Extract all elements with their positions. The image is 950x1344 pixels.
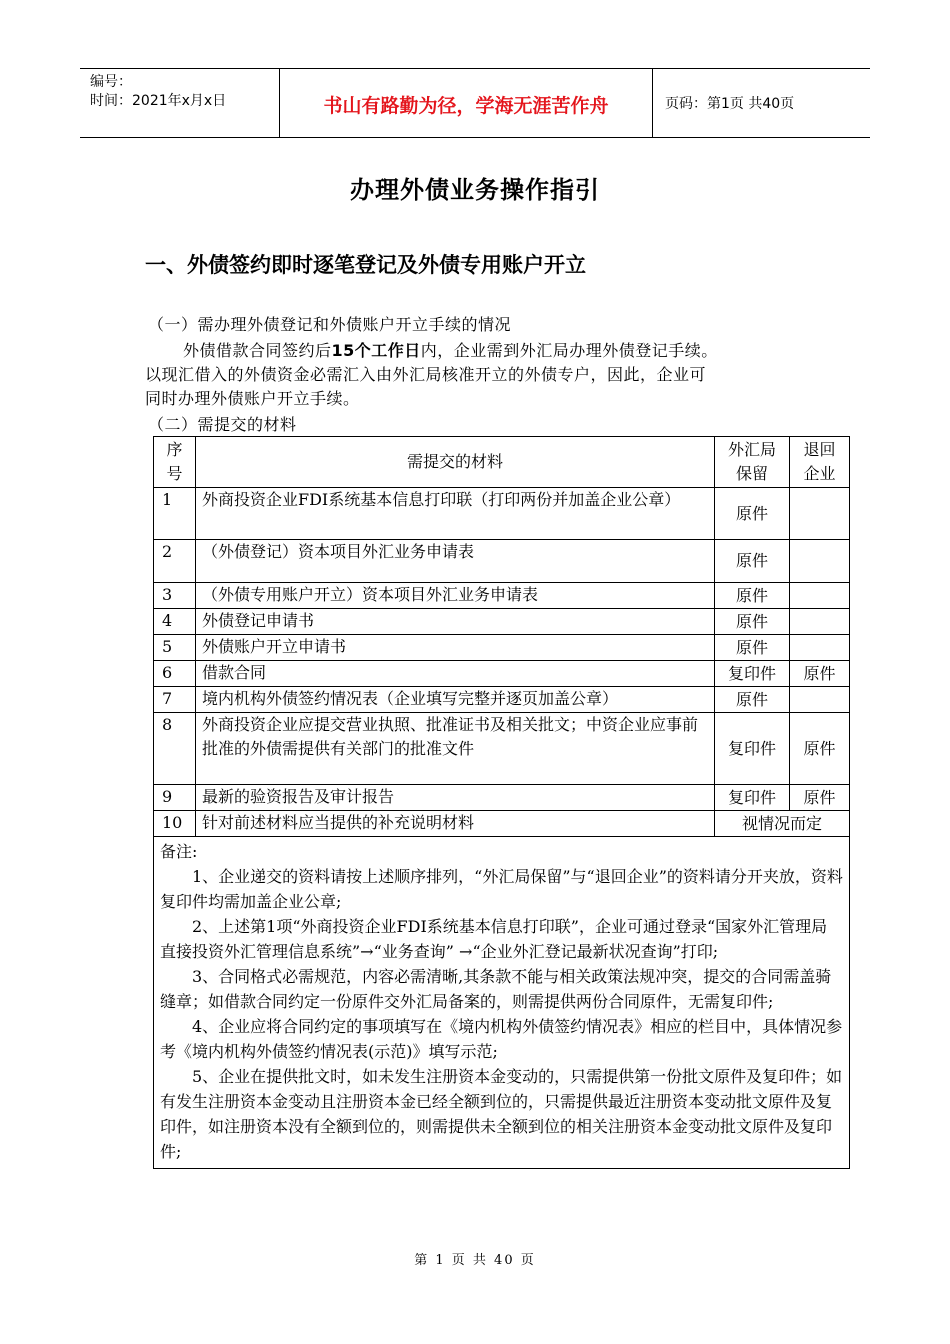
table-row bbox=[154, 583, 850, 609]
row-number: 10 bbox=[154, 811, 196, 837]
note-item: 5、企业在提供批文时，如未发生注册资本金变动的，只需提供第一份批文原件及复印件；如有发生注册资本金变动且注册资本金已经全额到位的，只需提供最近注册资本变动批文原件及复印件，如注册资本没有全额到位的，则需提供未全额到位的相关注册资本金变动批文原件及复印件; bbox=[160, 1067, 843, 1161]
row-material: 借款合同 bbox=[196, 661, 715, 687]
row-keep: 原件 bbox=[715, 687, 790, 713]
table-row bbox=[154, 713, 850, 785]
row-return bbox=[790, 635, 850, 661]
table-row bbox=[154, 661, 850, 687]
row-material: 外债账户开立申请书 bbox=[196, 635, 715, 661]
row-number: 5 bbox=[154, 635, 196, 661]
row-number: 9 bbox=[154, 785, 196, 811]
subsection-heading-2: （二）需提交的材料 bbox=[148, 415, 297, 434]
notes-row bbox=[154, 837, 850, 1169]
body-emphasis: 15个工作日 bbox=[331, 341, 421, 360]
row-keep: 复印件 bbox=[715, 661, 790, 687]
row-return bbox=[790, 583, 850, 609]
row-keep: 复印件 bbox=[715, 785, 790, 811]
body-line-2: 以现汇借入的外债资金必需汇入由外汇局核准开立的外债专户，因此，企业可 bbox=[145, 365, 707, 384]
row-number: 6 bbox=[154, 661, 196, 687]
row-number: 8 bbox=[154, 713, 196, 785]
table-row bbox=[154, 540, 850, 583]
row-keep: 原件 bbox=[715, 488, 790, 540]
header-seq: 序号 bbox=[154, 437, 196, 488]
table-row bbox=[154, 609, 850, 635]
note-item: 4、企业应将合同约定的事项填写在《境内机构外债签约情况表》相应的栏目中，具体情况参考《境内机构外债签约情况表(示范)》填写示范; bbox=[160, 1017, 843, 1061]
row-material: （外债登记）资本项目外汇业务申请表 bbox=[196, 540, 715, 583]
note-item: 3、合同格式必需规范，内容必需清晰,其条款不能与相关政策法规冲突，提交的合同需盖骑缝章；如借款合同约定一份原件交外汇局备案的，则需提供两份合同原件，无需复印件; bbox=[160, 967, 832, 1011]
note-item: 2、上述第1项“外商投资企业FDI系统基本信息打印联”，企业可通过登录“国家外汇管理局直接投资外汇管理信息系统”→“业务查询” →“企业外汇登记最新状况查询”打印; bbox=[160, 917, 828, 961]
row-keep: 原件 bbox=[715, 540, 790, 583]
header-page-number: 页码：第1页 共40页 bbox=[665, 96, 795, 112]
row-material: 外债登记申请书 bbox=[196, 609, 715, 635]
body-line-3: 同时办理外债账户开立手续。 bbox=[145, 389, 360, 408]
row-keep: 原件 bbox=[715, 609, 790, 635]
row-keep: 原件 bbox=[715, 583, 790, 609]
header-time: 时间：2021年x月x日 bbox=[90, 93, 227, 109]
note-item: 1、企业递交的资料请按上述顺序排列，“外汇局保留”与“退回企业”的资料请分开夹放，资料复印件均需加盖企业公章; bbox=[160, 867, 843, 911]
row-return bbox=[790, 609, 850, 635]
row-return: 原件 bbox=[790, 713, 850, 785]
header-motto: 书山有路勤为径，学海无涯苦作舟 bbox=[323, 95, 609, 117]
header-keep: 外汇局保留 bbox=[715, 437, 790, 488]
header-return: 退回企业 bbox=[790, 437, 850, 488]
row-return bbox=[790, 687, 850, 713]
body-text-post: 内，企业需到外汇局办理外债登记手续。 bbox=[420, 341, 718, 360]
table-row bbox=[154, 687, 850, 713]
header-number: 编号： bbox=[90, 74, 132, 90]
header-motto-box bbox=[279, 69, 653, 137]
section-heading: 一、外债签约即时逐笔登记及外债专用账户开立 bbox=[145, 253, 586, 277]
row-keep: 原件 bbox=[715, 635, 790, 661]
row-return bbox=[790, 488, 850, 540]
row-material: 针对前述材料应当提供的补充说明材料 bbox=[196, 811, 715, 837]
page-header bbox=[80, 68, 870, 138]
table-row bbox=[154, 488, 850, 540]
row-material: 外商投资企业应提交营业执照、批准证书及相关批文；中资企业应事前批准的外债需提供有关部门的批准文件 bbox=[196, 713, 715, 785]
header-meta bbox=[90, 73, 226, 111]
body-line-1 bbox=[145, 339, 825, 363]
table-header-row bbox=[154, 437, 850, 488]
header-material: 需提交的材料 bbox=[196, 437, 715, 488]
row-number: 2 bbox=[154, 540, 196, 583]
row-number: 4 bbox=[154, 609, 196, 635]
notes-title: 备注: bbox=[160, 842, 198, 861]
body-text-pre: 外债借款合同签约后 bbox=[183, 341, 332, 360]
row-return: 原件 bbox=[790, 661, 850, 687]
section-body bbox=[145, 339, 825, 411]
row-material: 最新的验资报告及审计报告 bbox=[196, 785, 715, 811]
row-material: （外债专用账户开立）资本项目外汇业务申请表 bbox=[196, 583, 715, 609]
row-number: 1 bbox=[154, 488, 196, 540]
materials-table bbox=[153, 436, 850, 1169]
row-material: 境内机构外债签约情况表（企业填写完整并逐页加盖公章） bbox=[196, 687, 715, 713]
table-row bbox=[154, 635, 850, 661]
row-number: 7 bbox=[154, 687, 196, 713]
row-keep-return-merged: 视情况而定 bbox=[715, 811, 850, 837]
table-row bbox=[154, 785, 850, 811]
row-return: 原件 bbox=[790, 785, 850, 811]
subsection-heading-1: （一）需办理外债登记和外债账户开立手续的情况 bbox=[148, 315, 512, 334]
row-keep: 复印件 bbox=[715, 713, 790, 785]
row-material: 外商投资企业FDI系统基本信息打印联（打印两份并加盖企业公章） bbox=[196, 488, 715, 540]
document-title: 办理外债业务操作指引 bbox=[350, 176, 600, 204]
page-footer: 第 1 页 共 40 页 bbox=[414, 1253, 536, 1268]
row-number: 3 bbox=[154, 583, 196, 609]
notes-cell bbox=[154, 837, 850, 1169]
table-row bbox=[154, 811, 850, 837]
row-return bbox=[790, 540, 850, 583]
